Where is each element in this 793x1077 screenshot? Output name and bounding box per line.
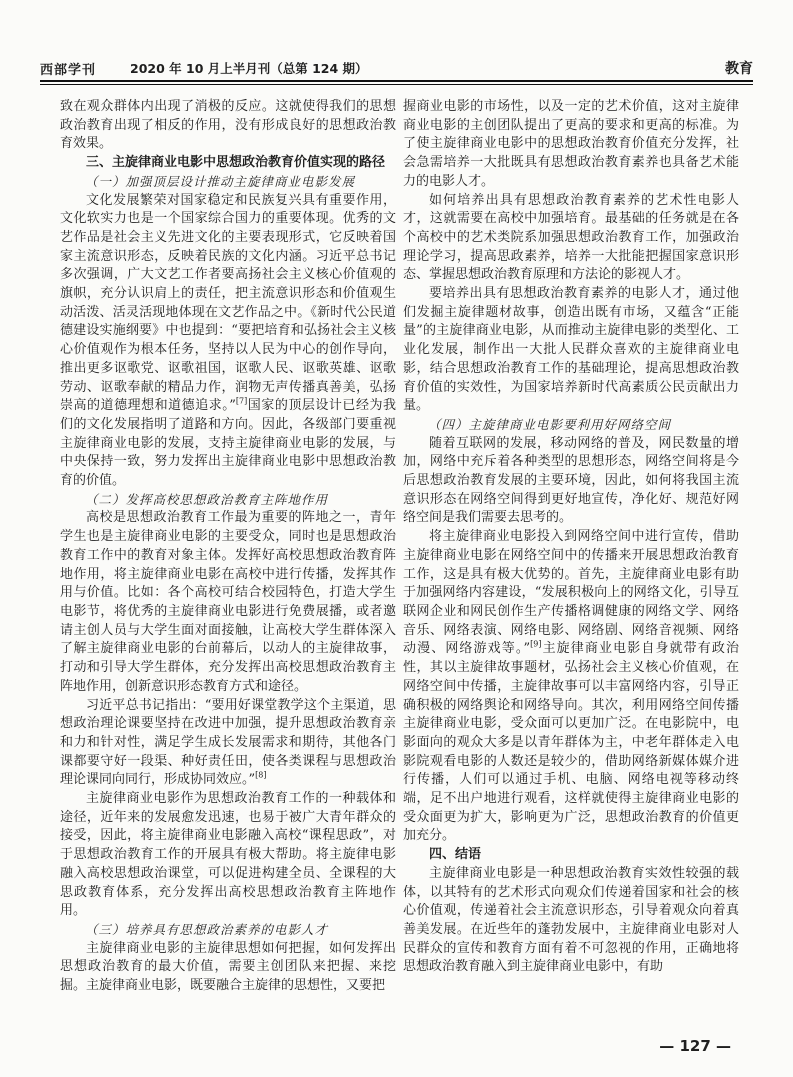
paragraph: 致在观众群体内出现了消极的反应。这就使得我们的思想政治教育出现了相反的作用，没有形成良好的思想政治教育效果。 <box>60 99 396 152</box>
section-label: 教育 <box>725 61 753 77</box>
subsection-heading: （三）培养具有思想政治素养的电影人才 <box>85 921 329 937</box>
subsection-heading: （一）加强顶层设计推动主旋律商业电影发展 <box>85 173 356 189</box>
paragraph-text: 国家的顶层设计已经为我们的文化发展指明了道路和方向。因此，各级部门要重视主旋律商业电影的发展，支持主旋律商业电影的发展，与中央保持一致，努力发挥出主旋律商业电影中思想政治教育的价值。 <box>60 398 396 489</box>
paragraph: 主旋律商业电影是一种思想政治教育实效性较强的载体，以其特有的艺术形式向观众们传递着国家和社会的核心价值观，传递着社会主流意识形态，引导着观众向着真善美发展。在近些年的蓬勃发展中，主旋律商业电影对人民群众的宣传和教育方面有着不可忽视的作用，正确地将思想政治教育融入到主旋律商业电影中，有助 <box>403 865 739 975</box>
citation-ref: [7] <box>235 396 248 406</box>
paragraph-text: 主旋律商业电影自身就带有政治性，其以主旋律故事题材，弘扬社会主义核心价值观，在网络空间中传播，主旋律故事可以丰富网络内容，引导正确积极的网络舆论和网络导向。其次，利用网络空间传播主旋律商业电影，受众面可以更加广泛。在电影院中，电影面向的观众大多是以青年群体为主，中老年群体走入电影院观看电影的人数还是较少的，借助网络新媒体媒介进行传播，人们可以通过手机、电脑、网络电视等移动终端，足不出户地进行观看，这样就使得主旋律商业电影的受众面更为扩大，影响更为广泛，思想政治教育的价值更加充分。 <box>403 641 739 844</box>
paragraph <box>60 697 396 791</box>
paragraph-text: 将主旋律商业电影投入到网络空间中进行宣传，借助主旋律商业电影在网络空间中的传播来开展思想政治教育工作，这是具有极大优势的。首先，主旋律商业电影有助于加强网络内容建设，“发展积极向上的网络文化，引导互联网企业和网民创作生产传播格调健康的网络文学、网络音乐、网络表演、网络电影、网络剧、网络音视频、网络动漫、网络游戏等。” <box>403 529 739 657</box>
citation-ref: [9] <box>530 640 542 650</box>
issue-info: 2020 年 10 月上半月刊（总第 124 期） <box>130 61 368 76</box>
paragraph: 握商业电影的市场性，以及一定的艺术价值，这对主旋律商业电影的主创团队提出了更高的要求和更高的标准。为了使主旋律商业电影中的思想政治教育价值充分发挥，社会急需培养一大批既具有思想政治教育素养也具备艺术能力的电影人才。 <box>403 99 739 189</box>
subsection-heading: （二）发挥高校思想政治教育主阵地作用 <box>85 491 329 507</box>
paragraph: 随着互联网的发展，移动网络的普及，网民数量的增加，网络中充斥着各种类型的思想形态，网络空间将是今后思想政治教育发展的主要环境，因此，如何将我国主流意识形态在网络空间得到更好地宣传，净化好、规范好网络空间是我们需要去思考的。 <box>403 435 739 526</box>
paragraph-text: 文化发展繁荣对国家稳定和民族复兴具有重要作用，文化软实力也是一个国家综合国力的重要体现。优秀的文艺作品是社会主义先进文化的主要表现形式，它反映着国家主流意识形态，反映着民族的文化内涵。习近平总书记多次强调，广大文艺工作者要高扬社会主义核心价值观的旗帜，充分认识肩上的责任，把主流意识形态和价值观生动活泼、活灵活现地体现在文艺作品之中。《新时代公民道德建设实施纲要》中也提到：“要把培育和弘扬社会主义核心价值观作为根本任务，坚持以人民为中心的创作导向，推出更多讴歌党、讴歌祖国，讴歌人民、讴歌英雄、讴歌劳动、讴歌奉献的精品力作，润物无声传播真善美，弘扬崇高的道德理想和道德追求。” <box>60 192 396 414</box>
subsection-heading: （四）主旋律商业电影要利用好网络空间 <box>428 416 672 432</box>
paragraph-text: 习近平总书记指出：“要用好课堂教学这个主渠道，思想政治理论课要坚持在改进中加强，提升思想政治教育亲和力和针对性，满足学生成长发展需求和期待，其他各门课都要守好一段渠、种好责任田，使各类课程与思想政治理论课同向同行，形成协同效应。” <box>60 697 396 788</box>
paragraph: 主旋律商业电影的主旋律思想如何把握，如何发挥出思想政治教育的最大价值，需要主创团队来把握、来挖掘。主旋律商业电影，既要融合主旋律的思想性，又要把 <box>60 940 396 994</box>
section-heading: 三、主旋律商业电影中思想政治教育价值实现的路径 <box>86 155 386 171</box>
paragraph: 主旋律商业电影作为思想政治教育工作的一种载体和途径，近年来的发展愈发迅速，也易于被广大青年群众的接受，因此，将主旋律商业电影融入高校“课程思政”，对于思想政治教育工作的开展具有极大帮助。将主旋律电影融入高校思想政治课堂，可以促进构建全员、全课程的大思政教育体系，充分发挥出高校思想政治教育主阵地作用。 <box>60 791 396 919</box>
journal-name: 西部学刊 <box>40 63 97 78</box>
header-rule-thin <box>40 84 753 85</box>
section-heading: 四、结语 <box>429 847 482 863</box>
paragraph <box>60 192 396 491</box>
page-number: — 127 — <box>659 1037 731 1055</box>
paragraph: 如何培养出具有思想政治教育素养的艺术性电影人才，这就需要在高校中加强培育。最基础的任务就是在各个高校中的艺术类院系加强思想政治教育工作，加强政治理论学习，提高思政素养，培养一大批能把握国家意识形态、掌握思想政治教育原理和方法论的影视人才。 <box>403 192 739 283</box>
header-rule-thick <box>40 80 753 82</box>
citation-ref: [8] <box>255 770 267 780</box>
paragraph <box>403 528 739 846</box>
paragraph: 高校是思想政治教育工作最为重要的阵地之一，青年学生也是主旋律商业电影的主要受众，同时也是思想政治教育工作中的教育对象主体。发挥好高校思想政治教育阵地作用，将主旋律商业电影在高校中进行传播，发挥其作用与价值。比如：各个高校可结合校园特色，打造大学生电影节，将优秀的主旋律商业电影进行免费展播，或者邀请主创人员与大学生面对面接触，让高校大学生群体深入了解主旋律商业电影的台前幕后，以动人的主旋律故事，打动和引导大学生群体，充分发挥出高校思想政治教育主阵地作用，创新意识形态教育方式和途径。 <box>60 510 396 694</box>
right-column <box>403 98 739 977</box>
running-header <box>40 58 753 80</box>
left-column <box>60 98 396 996</box>
paragraph: 要培养出具有思想政治教育素养的电影人才，通过他们发掘主旋律题材故事，创造出既有市场，又蕴含“正能量”的主旋律商业电影，从而推动主旋律电影的类型化、工业化发展，制作出一大批人民群众喜欢的主旋律商业电影，结合思想政治教育工作的基础理论，提高思想政治教育价值的实效性，为国家培养新时代高素质公民贡献出力量。 <box>403 286 739 414</box>
